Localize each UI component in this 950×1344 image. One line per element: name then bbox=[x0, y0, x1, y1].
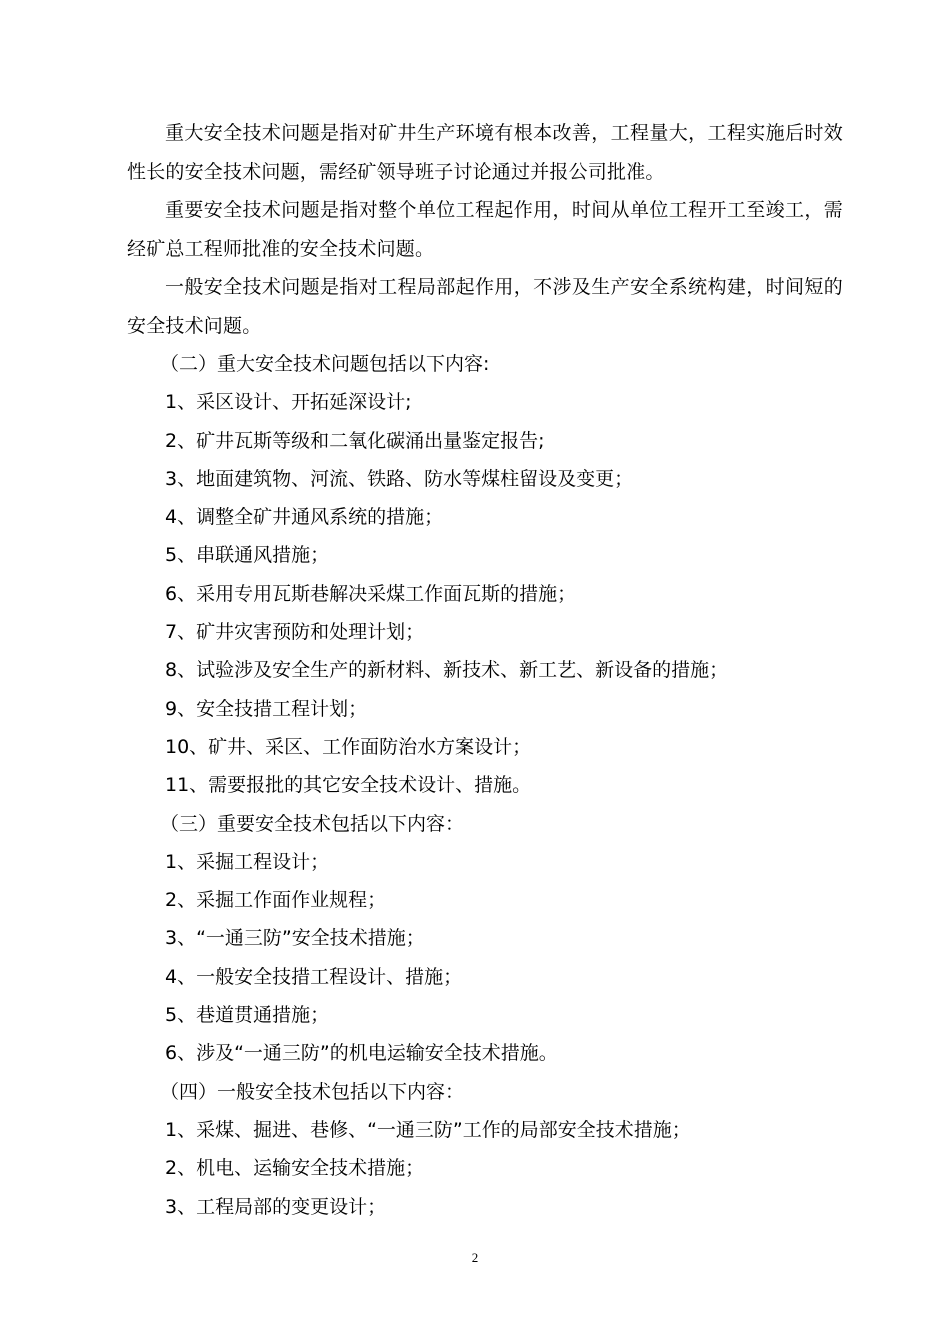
list-item: 5、巷道贯通措施； bbox=[165, 1004, 330, 1027]
list-item: 1、采区设计、开拓延深设计; bbox=[165, 391, 412, 414]
list-item: 3、工程局部的变更设计； bbox=[165, 1195, 387, 1218]
list-item: 1、采煤、掘进、巷修、“一通三防”工作的局部安全技术措施； bbox=[165, 1118, 691, 1141]
paragraph-important-definition: 重要安全技术问题是指对整个单位工程起作用，时间从单位工程开工至竣工，需经矿总工程师批准的安全技术问题。 bbox=[127, 199, 843, 260]
list-item: 11、需要报批的其它安全技术设计、措施。 bbox=[165, 774, 532, 797]
list-item: 2、矿井瓦斯等级和二氧化碳涌出量鉴定报告; bbox=[165, 429, 545, 452]
document-body bbox=[127, 114, 843, 1226]
list-item: 9、安全技措工程计划； bbox=[165, 697, 368, 720]
list-item: 4、一般安全技措工程设计、措施； bbox=[165, 965, 463, 988]
list-item: 3、“一通三防”安全技术措施； bbox=[165, 927, 425, 950]
page-number: 2 bbox=[471, 1250, 479, 1265]
list-item: 2、采掘工作面作业规程； bbox=[165, 889, 387, 912]
list-item: 4、调整全矿井通风系统的措施； bbox=[165, 506, 444, 529]
section-heading-important: （三）重要安全技术包括以下内容： bbox=[160, 812, 465, 835]
list-item: 1、采掘工程设计； bbox=[165, 850, 330, 873]
list-item: 2、机电、运输安全技术措施； bbox=[165, 1157, 425, 1180]
paragraph-general-definition: 一般安全技术问题是指对工程局部起作用，不涉及生产安全系统构建，时间短的安全技术问题。 bbox=[127, 276, 843, 337]
paragraph-major-definition: 重大安全技术问题是指对矿井生产环境有根本改善，工程量大，工程实施后时效性长的安全技术问题，需经矿领导班子讨论通过并报公司批准。 bbox=[127, 122, 843, 183]
list-item: 5、串联通风措施； bbox=[165, 544, 330, 567]
list-item: 10、矿井、采区、工作面防治水方案设计； bbox=[165, 735, 532, 758]
list-item: 6、涉及“一通三防”的机电运输安全技术措施。 bbox=[165, 1042, 558, 1065]
section-heading-major: （二）重大安全技术问题包括以下内容: bbox=[160, 353, 490, 375]
list-item: 7、矿井灾害预防和处理计划； bbox=[165, 621, 425, 644]
list-item: 6、采用专用瓦斯巷解决采煤工作面瓦斯的措施； bbox=[165, 582, 577, 605]
list-item: 3、地面建筑物、河流、铁路、防水等煤柱留设及变更； bbox=[165, 467, 634, 490]
section-heading-general: （四）一般安全技术包括以下内容： bbox=[160, 1080, 465, 1103]
list-item: 8、试验涉及安全生产的新材料、新技术、新工艺、新设备的措施； bbox=[165, 659, 729, 682]
